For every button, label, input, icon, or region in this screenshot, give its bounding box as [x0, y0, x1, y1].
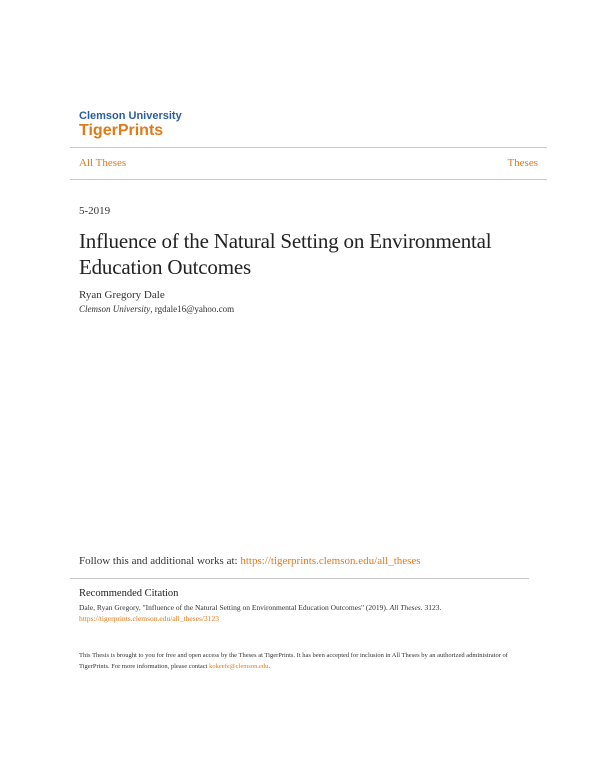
repository-logo-text: TigerPrints	[79, 122, 164, 139]
access-notice	[79, 650, 529, 672]
author-affiliation	[79, 304, 234, 314]
publication-date: 5-2019	[79, 205, 111, 217]
theses-link[interactable]: Theses	[507, 157, 538, 169]
follow-text: Follow this and additional works at:	[79, 555, 241, 567]
citation-text	[79, 603, 441, 612]
citation-url-link[interactable]: https://tigerprints.clemson.edu/all_theses/3123	[79, 614, 219, 623]
recommended-citation-heading: Recommended Citation	[79, 588, 179, 599]
header-divider-top	[70, 147, 547, 148]
all-theses-url-link[interactable]: https://tigerprints.clemson.edu/all_theses	[240, 555, 421, 567]
follow-line	[79, 555, 421, 567]
citation-divider	[70, 578, 529, 579]
citation-series: All Theses	[389, 603, 421, 612]
document-title: Influence of the Natural Setting on Environmental Education Outcomes	[79, 229, 492, 279]
author-name: Ryan Gregory Dale	[79, 289, 165, 301]
citation-suffix: . 3123.	[420, 603, 442, 612]
affiliation-email: , rgdale16@yahoo.com	[150, 304, 235, 314]
notice-text: This Thesis is brought to you for free and open access by the Theses at TigerPrints. It has been accepted for inclusion in All Theses by an authorized administrator of TigerPrints. For more information, please contact	[79, 652, 508, 670]
affiliation-institution: Clemson University	[79, 304, 151, 314]
citation-prefix: Dale, Ryan Gregory, "Influence of the Natural Setting on Environmental Education Outcomes" (2019).	[79, 603, 390, 612]
contact-email-link[interactable]: kokeefe@clemson.edu	[209, 663, 269, 670]
notice-end: .	[268, 663, 270, 670]
university-name: Clemson University	[79, 110, 182, 122]
all-theses-link[interactable]: All Theses	[79, 157, 127, 169]
header-divider-bottom	[70, 179, 547, 180]
